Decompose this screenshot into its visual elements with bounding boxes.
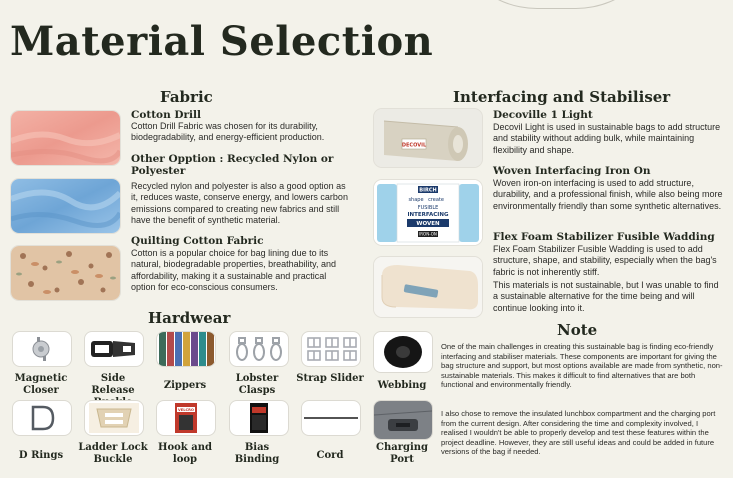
fabric-item-text: Cotton Drill Fabric was chosen for its durability, biodegradability, and energy-efficient production. [131,121,325,143]
note-heading: Note [557,321,598,339]
interfacing-heading: Interfacing and Stabiliser [453,88,671,106]
hardwear-label: Strap Slider [296,373,364,384]
zipper-icon [156,331,216,367]
bias-binding-icon [229,400,289,436]
fabric-heading: Fabric [160,88,213,106]
hardwear-label: Cord [316,450,344,461]
recycled-nylon-swatch [10,178,121,234]
cotton-drill-swatch [10,110,121,166]
pack-line: IRON-ON [419,231,437,237]
hardwear-label: Hook and loop [158,442,212,465]
charging-port-icon [373,400,433,440]
page-title: Material Selection [10,18,434,65]
pack-line: FUSIBLE [417,205,439,211]
fabric-item-title: Other Opption : Recycled Nylon or Polyester [131,153,334,177]
cord-icon [301,400,361,436]
interfacing-item-title: Woven Interfacing Iron On [493,165,651,177]
magnetic-snap-icon [12,331,72,367]
pack-line: WOVEN [416,221,440,227]
interfacing-item-title: Decoville 1 Light [493,109,593,121]
note-paragraph: I also chose to remove the insulated lunchbox compartment and the charging port from the current design. After considering the time and complexity involved, I realised I wouldn't be able to properly develop and test these features within the project deadline. However, they are still useful ideas and could be added in future versions of the bag if needed. [441,409,716,456]
flex-foam-image [373,256,483,318]
buckle-icon [84,331,144,367]
hardwear-label: Side Release [91,373,135,396]
interfacing-item-text-extra: This materials is not sustainable, but I was unable to find a sustainable alternative for the time being and will continue looking into it. [493,280,719,313]
note-paragraph: One of the main challenges in creating this sustainable bag is finding eco-friendly interfacing and stabiliser materials. These components are important for giving the bag structure and support, but most options available are made from synthetic, non-sustainable materials. This makes it difficult to find alternatives that are both functional and environmentally friendly. [441,342,723,389]
quilting-cotton-swatch [10,245,121,301]
interfacing-item-text: Flex Foam Stabilizer Fusible Wadding is used to add structure, shape, and stability, especially when the bag's fabric is not inherently stiff. [493,244,717,277]
interfacing-item-title: Flex Foam Stabilizer Fusible Wadding [493,231,715,243]
fabric-item-title: Quilting Cotton Fabric [131,235,264,247]
roll-brand-label: DECOVIL [401,142,427,149]
hardwear-label: Webbing [377,380,427,391]
pack-line: create [428,197,444,203]
pack-brand: BIRCH [419,187,437,194]
interfacing-item-text: Decovil Light is used in sustainable bags to add structure and stability without adding bulk, while maintaining flexibility and shape. [493,122,721,155]
hardwear-heading: Hardwear [148,309,231,327]
strap-slider-icon [301,331,361,367]
pack-line: INTERFACING [407,212,449,218]
webbing-roll-icon [373,331,433,373]
hardwear-label: Zippers [163,380,207,391]
interfacing-item-text: Woven iron-on interfacing is used to add structure, durability, and a professional finish, while also being more environmentally friendly than some synthetic alternatives. [493,178,723,211]
ladder-lock-icon [84,400,144,436]
pack-line: shape [408,197,424,203]
fabric-item-text: Recycled nylon and polyester is also a good option as it, reduces waste, conserve energy, and lowers carbon emissions compared to creating new fabrics and still have the benefit of synthetic material. [131,181,348,225]
hardwear-label: Lobster Clasps [235,373,279,396]
fabric-item-text: Cotton is a popular choice for bag lining due to its natural, biodegradable properties, breathability, and affordability, making it a sustainable and practical option for eco-conscious consumers. [131,248,336,292]
hardwear-label: Bias Binding [234,442,280,465]
lobster-clasp-icon [229,331,289,367]
hardwear-label: Ladder Lock Buckle [78,442,148,465]
velcro-pack-label: VELCRO [178,408,194,412]
decorative-arc [448,0,665,9]
hardwear-label: Charging Port [375,442,429,465]
hook-loop-icon [156,400,216,436]
hardwear-label: Magnetic Closer [14,373,68,396]
hardwear-label: D Rings [18,450,64,461]
fabric-item-title: Cotton Drill [131,109,201,121]
woven-interfacing-pack-image [373,179,483,246]
d-ring-icon [12,400,72,436]
decovil-roll-image [373,108,483,168]
